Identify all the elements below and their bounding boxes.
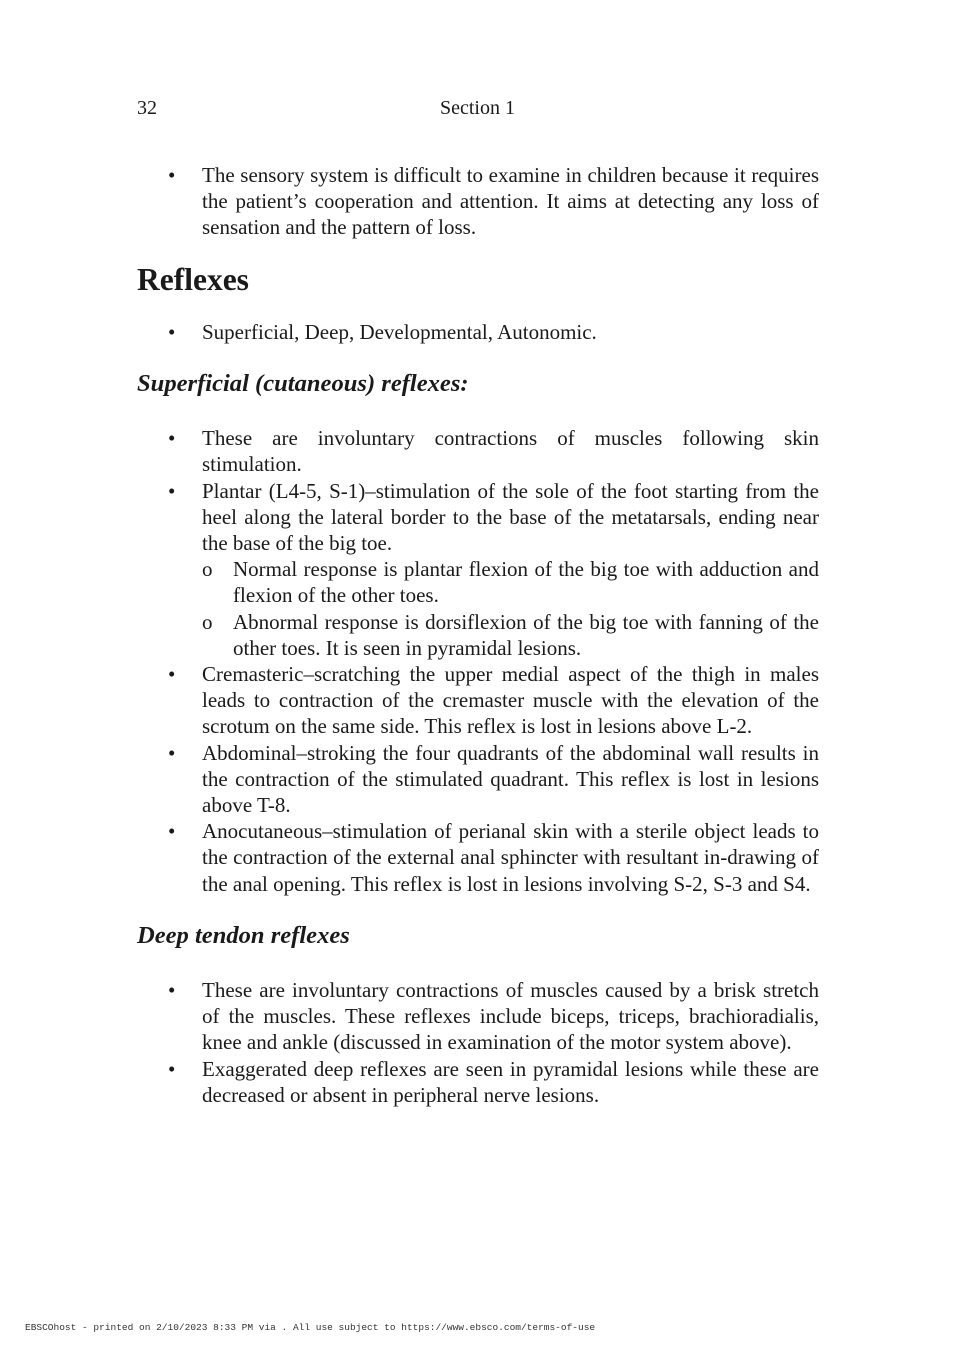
list-item: • The sensory system is difficult to examine in children because it requires the patient’s cooperation and attention. It aims at detecting any loss of sensation and the pattern of loss. [137,162,819,241]
page-body [137,162,819,1108]
reflexes-heading: Reflexes [137,261,249,297]
list-item: • Exaggerated deep reflexes are seen in pyramidal lesions while these are decreased or absent in peripheral nerve lesions. [137,1056,819,1108]
cremasteric-reflex-item: • Cremasteric–scratching the upper medial aspect of the thigh in males leads to contraction of the cremaster muscle with the elevation of the scrotum on the same side. This reflex is lost in lesions above L-2. [137,661,819,740]
deep-tendon-reflexes-list [137,977,819,1108]
intro-list [137,162,819,241]
sub-list-item: o Normal response is plantar flexion of the big toe with adduction and flexion of the other toes. [202,556,819,608]
superficial-reflexes-heading: Superficial (cutaneous) reflexes: [137,370,469,398]
superficial-reflexes-list [137,425,819,897]
anocutaneous-reflex-item: • Anocutaneous–stimulation of perianal skin with a sterile object leads to the contraction of the external anal sphincter with resultant in-drawing of the anal opening. This reflex is lost in lesions involving S-2, S-3 and S4. [137,818,819,897]
sub-list-item: o Abnormal response is dorsiflexion of the big toe with fanning of the other toes. It is seen in pyramidal lesions. [202,609,819,661]
plantar-response-list [202,556,819,661]
list-item: • These are involuntary contractions of muscles following skin stimulation. [137,425,819,477]
plantar-reflex-text: Plantar (L4-5, S-1)–stimulation of the sole of the foot starting from the heel along the lateral border to the base of the metatarsals, ending near the base of the big toe. [202,478,819,556]
running-head: Section 1 [440,97,515,119]
print-footer: EBSCOhost - printed on 2/10/2023 8:33 PM via . All use subject to https://www.ebsco.com/terms-of-use [25,1322,596,1333]
reflexes-list [137,319,819,345]
list-item: • These are involuntary contractions of muscles caused by a brisk stretch of the muscles. These reflexes include biceps, triceps, brachioradialis, knee and ankle (discussed in examination of the motor system above). [137,977,819,1056]
plantar-reflex-item [137,478,819,661]
deep-tendon-reflexes-heading: Deep tendon reflexes [137,921,350,949]
list-item: • Superficial, Deep, Developmental, Autonomic. [137,319,819,345]
page-number: 32 [137,97,157,119]
abdominal-reflex-item: • Abdominal–stroking the four quadrants of the abdominal wall results in the contraction of the stimulated quadrant. This reflex is lost in lesions above T-8. [137,740,819,819]
